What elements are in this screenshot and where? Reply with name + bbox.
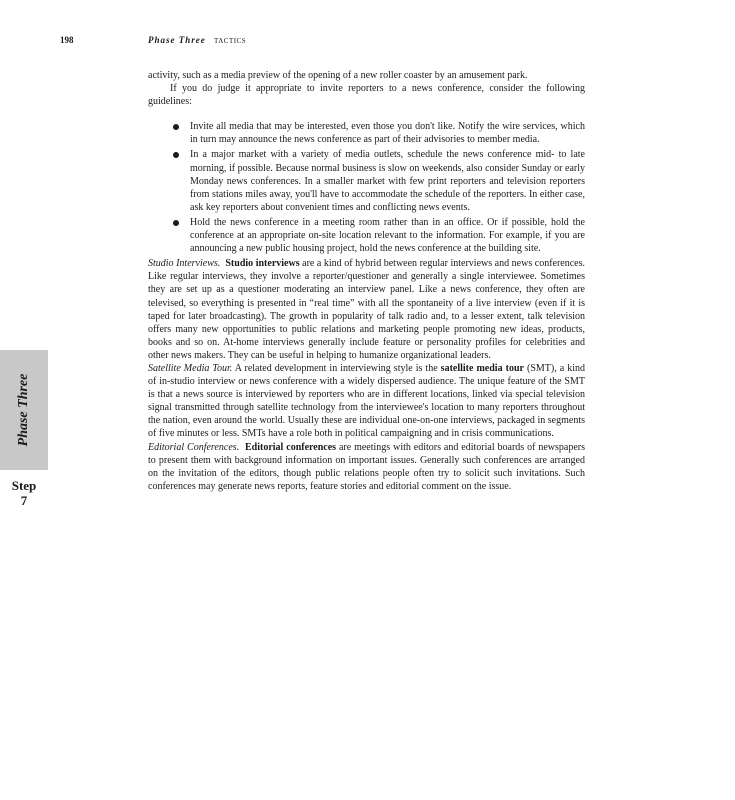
step-number: 7 <box>20 493 28 508</box>
phase-side-tab <box>0 350 48 470</box>
bullet-icon <box>173 152 179 158</box>
running-head-phase: Phase Three <box>148 35 206 45</box>
list-item-text: Hold the news conference in a meeting room rather than in an office. Or if possible, hold the conference at an appropriate on-site location relevant to the information. For example, if you are announcing a new public housing project, hold the news conference at the building site. <box>190 216 585 255</box>
section-text: are meetings with editors and editorial boards of newspapers to present them with background information on important issues. Generally such conferences are arranged on the invitation of the editors, though public relations people often try to solicit such invitations. Such conferences may generate news reports, feature stories and editorial comment on the issue. <box>148 441 585 492</box>
running-head <box>148 35 246 45</box>
section-term: Editorial conferences <box>245 441 337 453</box>
studio-interviews-section <box>148 257 585 362</box>
list-item <box>148 216 585 255</box>
section-term: Studio interviews <box>225 258 300 270</box>
side-tab-label: Phase Three <box>16 373 31 447</box>
bullet-icon <box>173 124 179 130</box>
section-text: (SMT), a kind of in-studio interview or news conference with a widely dispersed audience. The unique feature of the SMT is that a news source is interviewed by reporters who are in different locations, linked via special television signal transmitted through satellite technology from the interviewee's location to many reporters throughout the nation, even around the world. Usually these are individual one-on-one interviews, packaged in segments of five minutes or less. SMTs have a role both in political campaigning and in crisis communications. <box>148 362 585 440</box>
section-text: are a kind of hybrid between regular interviews and news conferences. Like regular interviews, they involve a reporter/questioner and generally a single interviewee. Sometimes they are set up as a questioner moderating an interview panel. Like a news conference, they often are televised, so everything is presented in “real time” with all the spontaneity of a live interview (even if it is taped for later broadcasting). The growth in popularity of talk radio and, to a lesser extent, talk television offers many new opportunities to public relations and marketing people promoting new ideas, products, books and so on. At-home interviews generally include feature or personality profiles for celebrities and other news makers. They can be useful in helping to humanize organizational leaders. <box>148 258 586 361</box>
section-title: Editorial Conferences. <box>148 441 240 453</box>
satellite-media-tour-section <box>148 362 585 441</box>
list-item-text: In a major market with a variety of media outlets, schedule the news conference mid- to late morning, if possible. Because normal business is slow on weekends, also consider Sunday or early Monday news conferences. In a smaller market with few print reporters and television reporters from stations miles away, you'll have to accommodate the schedule of the reporters. In either case, ask key reporters about convenient times and conflicting news events. <box>190 149 585 213</box>
running-head-section: TACTICS <box>214 37 247 45</box>
list-item <box>148 148 585 213</box>
editorial-conferences-section <box>148 441 585 493</box>
step-label: Step <box>11 478 37 493</box>
list-item <box>148 120 585 146</box>
intro-paragraph: activity, such as a media preview of the opening of a new roller coaster by an amusement park. <box>148 70 528 81</box>
bullet-icon <box>173 220 179 226</box>
section-title: Studio Interviews. <box>148 258 221 270</box>
section-title: Satellite Media Tour. <box>148 362 233 374</box>
guidelines-list <box>148 120 585 255</box>
section-term: satellite media tour <box>440 362 524 374</box>
guidelines-intro: If you do judge it appropriate to invite reporters to a news conference, consider the following guidelines: <box>148 83 585 108</box>
page-number: 198 <box>60 35 74 45</box>
page-body <box>148 69 585 493</box>
list-item-text: Invite all media that may be interested, even those you don't like. Notify the wire services, which in turn may announce the news conference as part of their advisories to member media. <box>190 121 585 146</box>
section-text: A related development in interviewing style is the <box>232 362 441 374</box>
